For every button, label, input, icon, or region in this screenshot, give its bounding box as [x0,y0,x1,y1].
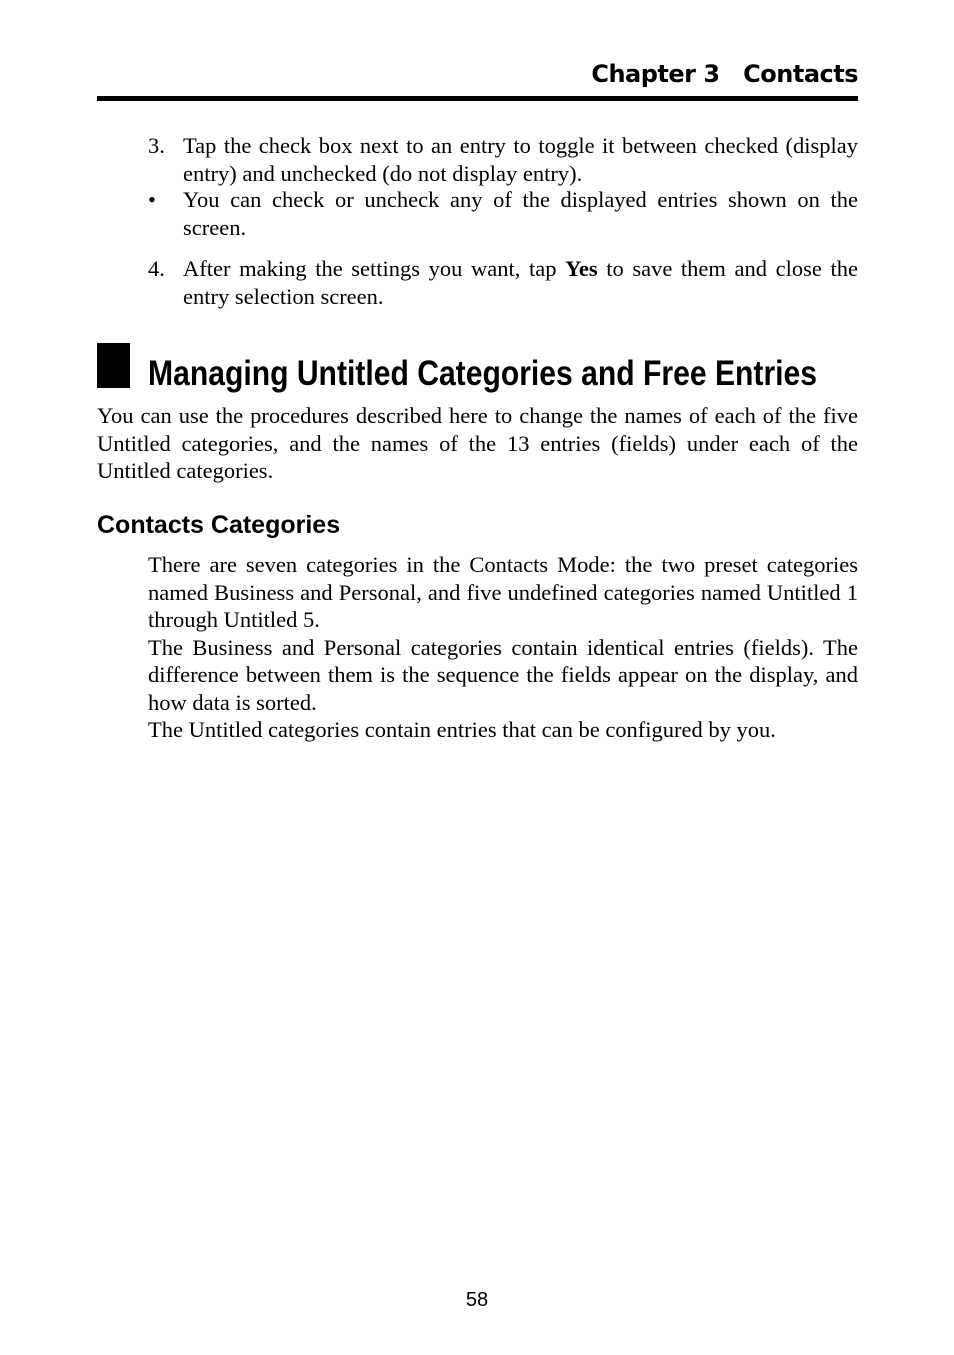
running-header [591,60,858,88]
subsection-title: Contacts Categories [97,511,341,539]
section-marker-block [97,343,130,388]
step-text-after: to save them and close the entry selection screen. [183,256,858,309]
paragraph: There are seven categories in the Contacts Mode: the two preset categories named Business and Personal, and five undefined categories named Untitled 1 through Untitled 5. [148,552,858,632]
bullet-text: You can check or uncheck any of the displayed entries shown on the screen. [183,187,858,240]
step-text [183,255,858,310]
section-title: Managing Untitled Categories and Free Entries [148,354,818,393]
step-4 [148,255,858,310]
header-rule [97,96,858,101]
section-intro: You can use the procedures described here to change the names of each of the five Untitled categories, and the names of the 13 entries (fields) under each of the Untitled categories. [97,403,858,483]
bullet-note [148,186,858,241]
paragraph: The Untitled categories contain entries that can be configured by you. [148,717,776,742]
bullet-marker: • [148,187,156,212]
chapter-title: Contacts [743,60,858,88]
subsection-body [148,551,858,744]
yes-keyword: Yes [565,256,598,281]
step-number: 4. [148,256,165,281]
page-number: 58 [465,1289,489,1311]
step-3 [148,132,858,187]
paragraph: The Business and Personal categories contain identical entries (fields). The difference between them is the sequence the fields appear on the display, and how data is sorted. [148,634,858,715]
step-text-before: After making the settings you want, tap [183,256,566,281]
step-text: Tap the check box next to an entry to toggle it between checked (display entry) and unchecked (do not display entry). [183,133,858,186]
chapter-label: Chapter 3 [591,60,720,88]
step-number: 3. [148,133,165,158]
